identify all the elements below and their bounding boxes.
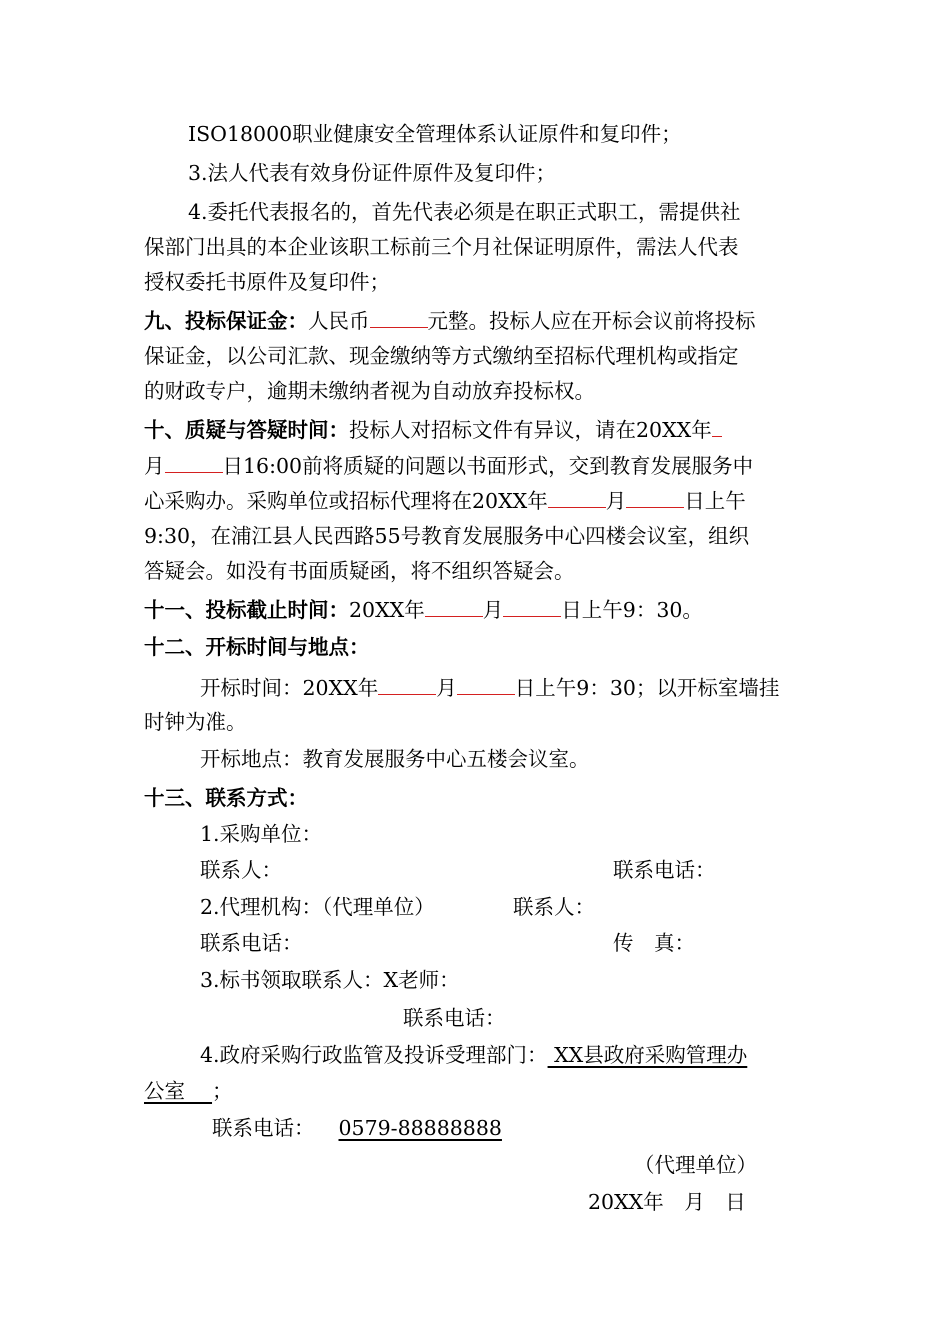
date-blank (712, 414, 722, 437)
contact-supervisor-phone: 联系电话： 0579-88888888 (212, 1116, 502, 1140)
contact-supervisor-line2: 公室 ； (144, 1079, 233, 1103)
supervisor-phone-number: 0579-88888888 (338, 1116, 502, 1140)
paragraph-delegate-l2: 保部门出具的本企业该职工标前三个月社保证明原件，需法人代表 (144, 235, 739, 259)
paragraph-legal-id: 3.法人代表有效身份证件原件及复印件； (188, 161, 557, 185)
contact-purchaser: 1.采购单位： (200, 822, 323, 846)
section-10-line1: 十、质疑与答疑时间：投标人对招标文件有异议，请在20XX年 (144, 414, 722, 444)
contact-agency: 2.代理机构：（代理单位） (200, 895, 435, 919)
date-blank (503, 594, 561, 617)
section-9-line3: 的财政专户，逾期未缴纳者视为自动放弃投标权。 (144, 379, 595, 403)
section-13-title-line (144, 783, 308, 813)
section-12-title-line (144, 632, 370, 662)
section-9-title: 九、投标保证金： (144, 309, 308, 333)
contact-purchaser-person: 联系人： (200, 858, 282, 882)
contact-supervisor: 4.政府采购行政监管及投诉受理部门： XX县政府采购管理办 (200, 1043, 748, 1067)
date-blank (457, 672, 515, 695)
paragraph-delegate-l1: 4.委托代表报名的，首先代表必须是在职正式职工，需提供社 (188, 200, 741, 224)
contact-tender-doc: 3.标书领取联系人：X老师： (200, 968, 460, 992)
opening-place-line: 开标地点：教育发展服务中心五楼会议室。 (200, 747, 590, 771)
date-blank (378, 672, 436, 695)
opening-time-line: 开标时间：20XX年 月 日上午9：30；以开标室墙挂 (200, 672, 779, 702)
contact-purchaser-phone: 联系电话： (613, 858, 716, 882)
contact-agency-phone: 联系电话： (200, 931, 303, 955)
section-9-line1: 九、投标保证金：人民币 元整。投标人应在开标会议前将投标 (144, 305, 756, 335)
section-11-line: 十一、投标截止时间：20XX年 月 日上午9：30。 (144, 594, 703, 624)
paragraph-delegate-l3: 授权委托书原件及复印件； (144, 270, 390, 294)
section-10-line3: 心采购办。采购单位或招标代理将在20XX年 月 日上午 (144, 485, 746, 515)
section-10-line4: 9:30，在浦江县人民西路55号教育发展服务中心四楼会议室，组织 (144, 524, 750, 548)
signature-unit: （代理单位） (634, 1153, 757, 1177)
section-11-title: 十一、投标截止时间： (144, 598, 349, 622)
supervisor-dept: XX县政府采购管理办 (547, 1043, 748, 1067)
amount-blank (370, 305, 428, 328)
contact-agency-person: 联系人： (513, 895, 595, 919)
section-10-title: 十、质疑与答疑时间： (144, 418, 349, 442)
contact-agency-fax: 传 真： (613, 931, 695, 955)
opening-time-line2: 时钟为准。 (144, 710, 247, 734)
signature-date: 20XX年 月 日 (588, 1190, 746, 1214)
contact-tender-doc-phone: 联系电话： (403, 1006, 506, 1030)
date-blank (548, 485, 606, 508)
date-blank (626, 485, 684, 508)
section-9-line2: 保证金，以公司汇款、现金缴纳等方式缴纳至招标代理机构或指定 (144, 344, 739, 368)
section-12-title: 十二、开标时间与地点： (144, 635, 370, 659)
section-13-title: 十三、联系方式： (144, 786, 308, 810)
date-blank (425, 594, 483, 617)
section-10-line5: 答疑会。如没有书面质疑函，将不组织答疑会。 (144, 559, 575, 583)
paragraph-iso: ISO18000职业健康安全管理体系认证原件和复印件； (188, 122, 682, 146)
date-blank (165, 450, 223, 473)
section-10-line2: 月 日16:00前将质疑的问题以书面形式，交到教育发展服务中 (144, 450, 753, 480)
